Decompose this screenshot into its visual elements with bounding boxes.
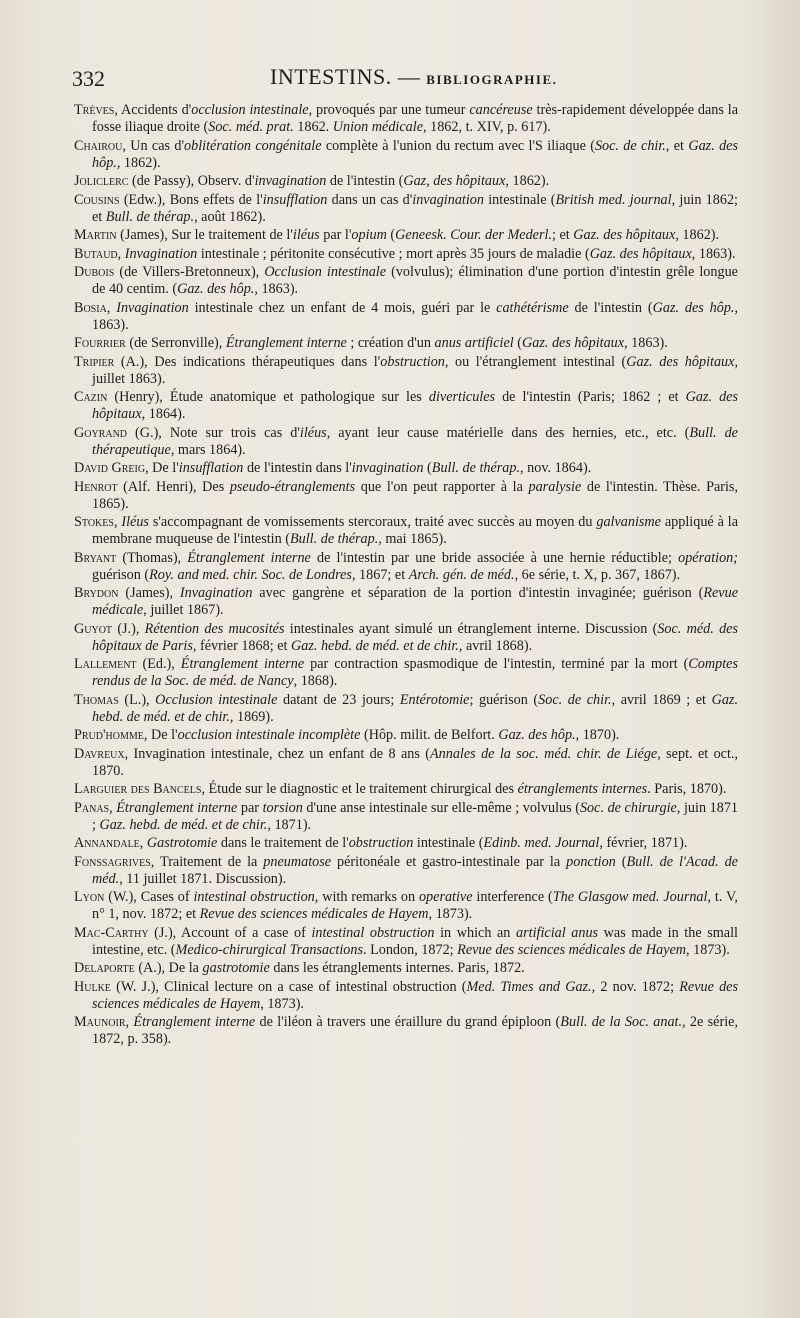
bibliography-list [74,102,738,1050]
entry-text: , 1873). [686,941,730,958]
entry-italic-text: Entérotomie [399,691,470,708]
entry-italic-text: Gastrotomie [146,835,218,851]
entry-text: , De l' [143,727,178,743]
entry-text: , sept. et oct., 1870. [92,745,738,779]
entry-italic-text: Occlusion intestinale [155,691,278,708]
running-title [270,64,557,90]
entry-italic-text: gastrotomie [202,960,270,976]
entry-italic-text: occlusion intestinale [191,102,309,118]
entry-text: (Alf. Henri), Des [117,478,230,495]
entry-text: ( [423,460,432,476]
entry-author: Joliclerc [74,173,129,189]
entry-text: de l'intestin ( [568,299,653,316]
entry-author: Brydon [74,585,119,601]
entry-text: , mars 1864). [170,441,246,458]
entry-text: , [109,799,117,816]
entry-author: Prud'homme [74,727,144,743]
bibliography-entry [74,960,738,977]
entry-text: , et [665,137,689,154]
entry-text: par l' [319,227,352,243]
entry-author: Stokes [74,514,114,530]
entry-text: , 1867; et [351,566,409,583]
entry-italic-text: Bull. de thérap. [105,208,195,225]
entry-text: , 1862). [675,227,720,243]
entry-text: très-rapidement développée dans la fosse iliaque droite ( [92,102,738,135]
entry-text: , Invagination intestinale, chez un enfant de 8 ans ( [124,745,430,762]
entry-italic-text: Bull. de la Soc. anat. [560,1014,683,1030]
bibliography-entry [74,925,738,959]
entry-text: , 1868). [293,673,338,689]
bibliography-entry [74,192,738,226]
bibliography-entry [74,227,738,244]
entry-italic-text: invagination [412,191,484,208]
entry-author: Butaud [74,245,118,262]
entry-author: Guyot [74,620,113,637]
entry-text: (G.), Note sur trois cas d' [127,424,300,441]
entry-author: Annandale [74,835,140,851]
entry-text: . London, 1872; [362,941,458,958]
entry-text: , t. V, n° 1, nov. 1872; et [92,889,738,922]
entry-italic-text: Étranglement interne [116,799,238,816]
bibliography-entry [74,389,738,423]
bibliography-entry [74,656,738,690]
entry-italic-text: invagination [254,173,327,189]
entry-text: par [237,799,263,816]
entry-text: , 1863). [254,281,299,297]
entry-text: (de Villers-Bretonneux), [114,264,265,280]
entry-italic-text: Bull. de thérapeutique [92,424,738,458]
bibliography-entry [74,550,738,584]
entry-text: (Hôp. milit. de Belfort. [360,727,499,743]
entry-text: , with remarks on [314,889,419,905]
entry-text: , 1863). [691,245,736,262]
entry-text: de l'intestin. Thèse. Paris, 1865). [92,478,739,512]
entry-italic-text: ponction [566,853,616,870]
running-title-main: INTESTINS. [270,64,392,89]
entry-italic-text: opération; [678,549,738,566]
entry-text: par contraction spasmodique de l'intestin, terminé par la mort ( [304,656,689,672]
entry-italic-text: Invagination [124,245,198,262]
entry-text: , ou l'étranglement intestinal ( [444,353,627,370]
entry-text: , Traitement de la [150,853,264,870]
entry-italic-text: Soc. de chirurgie [579,799,677,816]
entry-text: , 1873). [428,906,473,922]
entry-italic-text: oblitération congénitale [184,137,322,154]
entry-text: , 1862, t. XIV, p. 617). [423,119,551,135]
bibliography-entry [74,835,738,852]
entry-italic-text: invagination [351,460,424,476]
entry-text: , 1869). [229,708,274,725]
entry-italic-text: Rétention des mucosités [144,620,285,637]
entry-author: Dubois [74,264,115,280]
entry-text: de l'intestin ( [326,173,404,189]
entry-author: Bryant [74,549,117,566]
entry-italic-text: Gaz. des hôpitaux [573,227,676,243]
entry-italic-text: insufflation [262,191,328,208]
entry-author: Bosia [74,299,107,316]
entry-italic-text: Soc. de chir. [538,691,612,708]
entry-text: , avril 1869 ; et [611,691,712,708]
entry-text: , provoqués par une tumeur [308,102,470,118]
entry-italic-text: étranglements internes [517,781,648,797]
entry-italic-text: insufflation [178,460,244,476]
entry-text: (Henry), Étude anatomique et pathologique sur les [107,389,429,405]
entry-text: , 1870). [575,727,620,743]
entry-text: ; création d'un [346,335,435,351]
entry-author: Lyon [74,889,105,905]
entry-italic-text: Étranglement interne [225,335,347,351]
bibliography-entry [74,335,738,352]
entry-italic-text: Gaz. des hôp. [92,137,738,171]
entry-italic-text: intestinal obstruction [193,889,315,905]
entry-text: de l'iléon à travers une éraillure du grand épiploon ( [255,1014,561,1030]
entry-italic-text: Gaz. des hôpitaux [589,245,692,262]
entry-text: datant de 23 jours; [277,691,400,708]
entry-text: , juin 1871 ; [92,799,739,833]
entry-text: (James), Sur le traitement de l' [116,227,293,243]
entry-text: in which an [434,924,517,941]
entry-italic-text: Revue des sciences médicales de Hayem [199,906,429,922]
entry-italic-text: occlusion intestinale incomplète [177,727,361,743]
entry-italic-text: opium [351,227,387,243]
entry-author: Thomas [74,691,119,708]
entry-italic-text: Gaz. des hôpitaux [626,353,735,370]
entry-italic-text: pseudo-étranglements [229,478,356,495]
bibliography-entry [74,1014,738,1048]
entry-italic-text: Medico-chirurgical Transactions [175,941,363,958]
entry-text: was made in the small intestine, etc. ( [92,924,738,958]
entry-text: (J.), [112,620,145,637]
entry-text: , [106,299,117,316]
entry-text: (Edw.), Bons effets de l' [119,191,263,208]
entry-text: dans un cas d' [327,191,413,208]
bibliography-entry [74,692,738,726]
entry-author: Tripier [74,353,115,370]
entry-italic-text: obstruction [348,835,414,851]
entry-text: (Ed.), [136,656,181,672]
entry-author: Lallement [74,656,137,672]
entry-italic-text: Revue médicale [92,585,738,618]
entry-text: ( [386,227,396,243]
entry-italic-text: operative [418,889,473,905]
entry-text: (James), [118,585,180,601]
entry-italic-text: Revue des sciences médicales de Hayem [92,978,738,1012]
bibliography-entry [74,585,738,619]
entry-text: , nov. 1864). [520,460,592,476]
entry-italic-text: Union médicale [332,119,423,135]
entry-italic-text: Gaz. hebd. de méd. et de chir. [99,816,268,833]
entry-text: dans le traitement de l' [217,835,349,851]
bibliography-entry [74,621,738,655]
bibliography-entry [74,102,738,136]
entry-author: Fonssagrives [74,853,151,870]
entry-italic-text: iléus [292,227,320,243]
entry-text: , février 1868; et [192,637,291,654]
entry-italic-text: Étranglement interne [180,656,305,672]
bibliography-entry [74,727,738,744]
entry-italic-text: cancéreuse [469,102,533,118]
entry-text: , ayant leur cause matérielle dans des hernies, etc., etc. ( [326,424,690,441]
entry-italic-text: Roy. and med. chir. Soc. de Londres [149,566,352,583]
entry-author: Martin [74,227,117,243]
entry-italic-text: Étranglement interne [133,1014,256,1030]
entry-text: . Paris, 1870). [647,781,727,797]
entry-text: , 1863). [624,335,668,351]
entry-text: (volvulus); élimination d'une portion d'intestin grêle longue de 40 centim. ( [92,264,738,297]
entry-italic-text: intestinal obstruction [311,924,435,941]
entry-author: Larguier des Bancels [74,781,202,797]
entry-italic-text: Arch. gén. de méd. [408,566,515,583]
entry-text: intestinale ; péritonite consécutive ; mort après 35 jours de maladie ( [197,245,590,262]
entry-text: guérison ( [92,566,150,583]
entry-author: Davreux [74,745,125,762]
bibliography-entry [74,460,738,477]
bibliography-entry [74,138,738,172]
entry-text: , [117,245,125,262]
entry-author: Goyrand [74,424,128,441]
page-header [72,64,742,98]
entry-text: , 11 juillet 1871. Discussion). [119,870,287,887]
entry-italic-text: Iléus [121,514,149,530]
entry-italic-text: galvanisme [596,514,661,530]
entry-text: de l'intestin par une bride associée à une hernie réductible; [310,549,679,566]
entry-text: , août 1862). [194,208,266,225]
entry-italic-text: Gaz, des hôpitaux [403,173,506,189]
entry-italic-text: torsion [262,799,303,816]
bibliography-entry [74,173,738,190]
entry-italic-text: Geneesk. Cour. der Mederl. [395,227,552,243]
entry-text: avec gangrène et séparation de la portion d'intestin invaginée; guérison ( [252,585,704,601]
bibliography-entry [74,246,738,263]
entry-text: , De l' [145,460,179,476]
entry-text: , 1864). [141,406,186,422]
entry-author: Delaporte [74,960,135,976]
entry-text: intestinales ayant simulé un étranglement interne. Discussion ( [284,620,658,637]
entry-text: , 6e série, t. X, p. 367, 1867). [514,566,681,583]
entry-text: ( [615,853,627,870]
entry-italic-text: Invagination [116,299,189,316]
entry-text: complète à l'union du rectum avec l'S iliaque ( [321,137,595,154]
running-title-sub: BIBLIOGRAPHIE. [426,72,558,87]
entry-text: , février, 1871). [599,835,688,851]
entry-text: d'une anse intestinale sur elle-même ; volvulus ( [302,799,580,816]
bibliography-entry [74,889,738,923]
entry-author: Mac-Carthy [74,924,149,941]
entry-italic-text: anus artificiel [434,335,514,351]
entry-italic-text: Soc. méd. des hôpitaux de Paris [92,620,739,654]
entry-italic-text: British med. journal [555,191,672,208]
entry-text: , 1873). [260,995,304,1012]
entry-italic-text: paralysie [528,478,582,495]
entry-italic-text: diverticules [428,389,496,405]
entry-text: , juin 1862; et [92,191,739,225]
entry-italic-text: obstruction [380,353,445,370]
entry-italic-text: Bull. de thérap. [431,460,521,476]
entry-text: , mai 1865). [378,531,447,547]
entry-text: , 1871). [267,816,312,833]
entry-italic-text: Gaz. hebd. de méd. et de chir. [92,691,739,725]
entry-text: , 1862). [505,173,550,189]
entry-italic-text: Occlusion intestinale [264,264,387,280]
entry-italic-text: Edinb. med. Journal [483,835,600,851]
entry-author: Maunoir [74,1014,126,1030]
entry-italic-text: Étranglement interne [187,549,311,566]
entry-author: Fourrier [74,335,126,351]
entry-text: ( [513,335,522,351]
entry-author: David Greig [74,460,146,476]
entry-text: ; guérison ( [469,691,539,708]
page-number: 332 [72,66,105,91]
bibliography-entry [74,800,738,834]
entry-author: Chairou [74,137,123,154]
entry-text: , avril 1868). [458,637,533,654]
entry-italic-text: cathétérisme [496,299,569,316]
entry-text: , [113,514,122,530]
entry-italic-text: Gaz. des hôpitaux [92,389,738,422]
entry-italic-text: Soc. de chir. [594,137,666,154]
entry-italic-text: artificial anus [516,924,599,941]
entry-italic-text: pneumatose [263,853,332,870]
entry-text: intestinale chez un enfant de 4 mois, guéri par le [188,299,497,316]
entry-italic-text: Gaz. des hôp. [498,727,576,743]
bibliography-entry [74,479,738,513]
entry-italic-text: Comptes rendus de la Soc. de méd. de Nancy [92,656,738,689]
entry-text: (L.), [118,691,156,708]
entry-italic-text: Gaz. des hôp. [177,281,255,297]
entry-text: , juillet 1863). [92,353,738,387]
entry-italic-text: Invagination [179,585,253,601]
entry-text: péritonéale et gastro-intestinale par la [331,853,567,870]
entry-text: intestinale ( [413,835,484,851]
entry-text: (W.), Cases of [104,889,194,905]
entry-text: (de Passy), Observ. d' [128,173,255,189]
entry-text: s'accompagnant de vomissements stercoraux, traité avec succès au moyen du [148,514,597,530]
entry-italic-text: Annales de la soc. méd. chir. de Liége [429,745,658,762]
entry-author: Cousins [74,191,120,208]
entry-italic-text: The Glasgow med. Journal [552,889,708,905]
bibliography-entry [74,854,738,888]
entry-author: Cazin [74,389,108,405]
entry-author: Henrot [74,478,118,495]
bibliography-entry [74,979,738,1013]
entry-text: (Thomas), [116,549,188,566]
entry-italic-text: Soc. méd. prat. [208,119,294,135]
entry-text: de l'intestin dans l' [243,460,352,476]
entry-text: interference ( [472,889,553,905]
bibliography-entry [74,425,738,459]
entry-text: , Étude sur le diagnostic et le traitement chirurgical des [201,781,518,797]
entry-text: (W. J.), Clinical lecture on a case of intestinal obstruction ( [110,978,467,995]
entry-text: , Un cas d' [122,137,185,154]
entry-text: , [139,835,147,851]
entry-italic-text: Revue des sciences médicales de Hayem [457,941,687,958]
entry-text: intestinale ( [484,191,556,208]
entry-text: , 2 nov. 1872; [591,978,680,995]
bibliography-entry [74,354,738,388]
bibliography-entry [74,781,738,798]
entry-text: , 1862). [116,154,161,171]
entry-italic-text: Bull. de thérap. [289,531,379,547]
entry-italic-text: Med. Times and Gaz. [466,978,592,995]
entry-text: appliqué à la membrane muqueuse de l'intestin ( [92,514,738,547]
bibliography-entry [74,514,738,548]
bibliography-entry [74,746,738,780]
entry-text: que l'on peut rapporter à la [355,478,529,495]
entry-italic-text: Bull. de l'Acad. de méd. [92,853,738,887]
running-title-separator: — [391,64,427,89]
entry-italic-text: Gaz. des hôpitaux [522,335,625,351]
entry-italic-text: Gaz. hebd. de méd. et de chir. [290,637,459,654]
entry-text: , 1863). [92,299,739,333]
entry-text: (A.), Des indications thérapeutiques dans l' [114,353,381,370]
entry-author: Panas [74,799,110,816]
entry-text: dans les étranglements internes. Paris, 1872. [269,960,525,976]
entry-text: 1862. [293,119,333,135]
bibliography-entry [74,264,738,298]
entry-text: (de Serronville), [125,335,226,351]
entry-text: , Accidents d' [114,102,192,118]
entry-italic-text: Gaz. des hôp. [652,299,735,316]
entry-text: (J.), Account of a case of [148,924,312,941]
entry-text: , 2e série, 1872, p. 358). [92,1014,738,1047]
entry-text: de l'intestin (Paris; 1862 ; et [495,389,686,405]
entry-text: ; et [551,227,574,243]
entry-text: , [125,1014,134,1030]
bibliography-entry [74,300,738,334]
entry-author: Trèves [74,102,115,118]
entry-text: (A.), De la [134,960,203,976]
entry-author: Hulke [74,978,111,995]
entry-italic-text: iléus [299,424,327,441]
entry-text: , juillet 1867). [143,602,224,618]
